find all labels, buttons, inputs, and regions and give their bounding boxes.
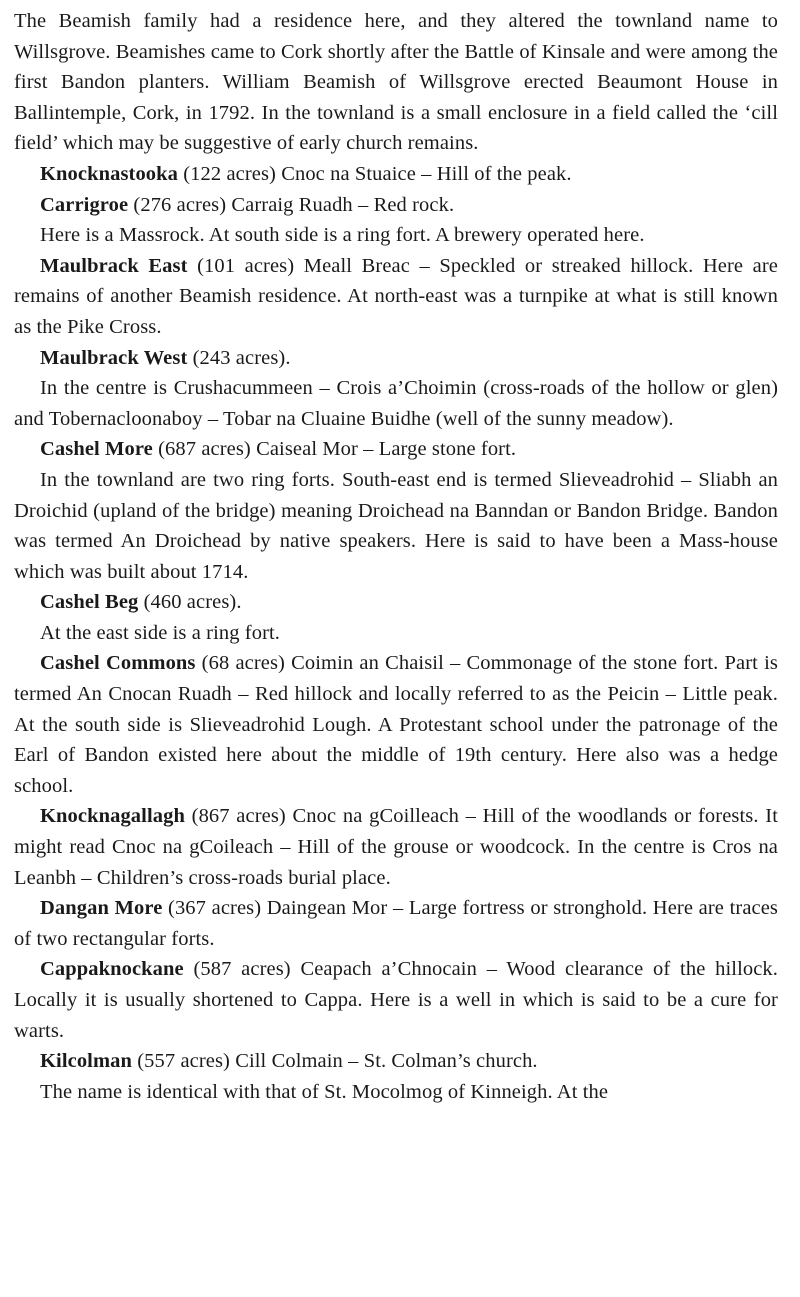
document-page bbox=[14, 6, 778, 1107]
townland-name: Cashel Beg bbox=[40, 591, 139, 614]
entry-maulbrack-east bbox=[14, 251, 778, 343]
townland-name: Kilcolman bbox=[40, 1050, 133, 1073]
townland-description: (101 acres) Meall Breac – Speckled or streaked hillock. Here are remains of another Beamish residence. At north-east was a turnpike at what is still known as the Pike Cross. bbox=[14, 254, 778, 338]
townland-name: Maulbrack East bbox=[40, 254, 188, 277]
entry-knocknastooka bbox=[14, 159, 778, 190]
entry-knocknagallagh bbox=[14, 801, 778, 893]
entry-dangan-more bbox=[14, 893, 778, 954]
townland-description: (243 acres). bbox=[187, 346, 291, 369]
entry-carrigroe bbox=[14, 190, 778, 221]
townland-description: (460 acres). bbox=[138, 591, 242, 614]
townland-description: (122 acres) Cnoc na Stuaice – Hill of the peak. bbox=[178, 162, 572, 185]
townland-name: Cashel More bbox=[40, 438, 153, 461]
townland-name: Cashel Commons bbox=[40, 652, 196, 675]
entry-cashel-beg bbox=[14, 587, 778, 618]
townland-description: (867 acres) Cnoc na gCoilleach – Hill of the woodlands or forests. It might read Cnoc na gCoileach – Hill of the grouse or woodcock. In the centre is Cros na Leanbh – Children’s cross-roads burial place. bbox=[14, 805, 778, 889]
entry-maulbrack-west bbox=[14, 343, 778, 374]
entry-cappaknockane bbox=[14, 954, 778, 1046]
paragraph-cashel-beg-detail: At the east side is a ring fort. bbox=[40, 621, 281, 644]
townland-description: (557 acres) Cill Colmain – St. Colman’s church. bbox=[132, 1050, 538, 1073]
paragraph-kilcolman-detail: The name is identical with that of St. Mocolmog of Kinneigh. At the bbox=[40, 1080, 609, 1103]
townland-name: Cappaknockane bbox=[40, 958, 184, 981]
townland-description: (367 acres) Daingean Mor – Large fortress or stronghold. Here are traces of two rectangular forts. bbox=[14, 897, 778, 950]
townland-name: Knocknagallagh bbox=[40, 805, 185, 828]
paragraph-willsgrove: The Beamish family had a residence here, and they altered the townland name to Willsgrove. Beamishes came to Cork shortly after the Battle of Kinsale and were among the first Bandon planters. William Beamish of Willsgrove erected Beaumont House in Ballintemple, Cork, in 1792. In the townland is a small enclosure in a field called the ‘cill field’ which may be suggestive of early church remains. bbox=[14, 10, 778, 155]
entry-cashel-commons bbox=[14, 648, 778, 801]
townland-name: Knocknastooka bbox=[40, 162, 179, 185]
entry-kilcolman bbox=[14, 1046, 778, 1077]
townland-description: (68 acres) Coimin an Chaisil – Commonage of the stone fort. Part is termed An Cnocan Ruadh – Red hillock and locally referred to as the Peicin – Little peak. At the south side is Slieveadrohid Lough. A Protestant school under the patronage of the Earl of Bandon existed here about the middle of 19th century. Here also was a hedge school. bbox=[14, 652, 778, 797]
paragraph-maulbrack-west-detail: In the centre is Crushacummeen – Crois a’Choimin (cross-roads of the hollow or glen) and Tobernacloonaboy – Tobar na Cluaine Buidhe (well of the sunny meadow). bbox=[14, 377, 778, 430]
townland-name: Maulbrack West bbox=[40, 346, 188, 369]
townland-description: (276 acres) Carraig Ruadh – Red rock. bbox=[128, 193, 455, 216]
entry-cashel-more bbox=[14, 434, 778, 465]
townland-description: (687 acres) Caiseal Mor – Large stone fort. bbox=[152, 438, 517, 461]
townland-description: (587 acres) Ceapach a’Chnocain – Wood clearance of the hillock. Locally it is usually shortened to Cappa. Here is a well in which is said to be a cure for warts. bbox=[14, 958, 778, 1042]
paragraph-carrigroe-detail: Here is a Massrock. At south side is a ring fort. A brewery operated here. bbox=[40, 224, 645, 247]
paragraph-cashel-more-detail: In the townland are two ring forts. South-east end is termed Slieveadrohid – Sliabh an Droichid (upland of the bridge) meaning Droichead na Banndan or Bandon Bridge. Bandon was termed An Droichead by native speakers. Here is said to have been a Mass-house which was built about 1714. bbox=[14, 468, 778, 583]
townland-name: Dangan More bbox=[40, 897, 163, 920]
townland-name: Carrigroe bbox=[40, 193, 129, 216]
